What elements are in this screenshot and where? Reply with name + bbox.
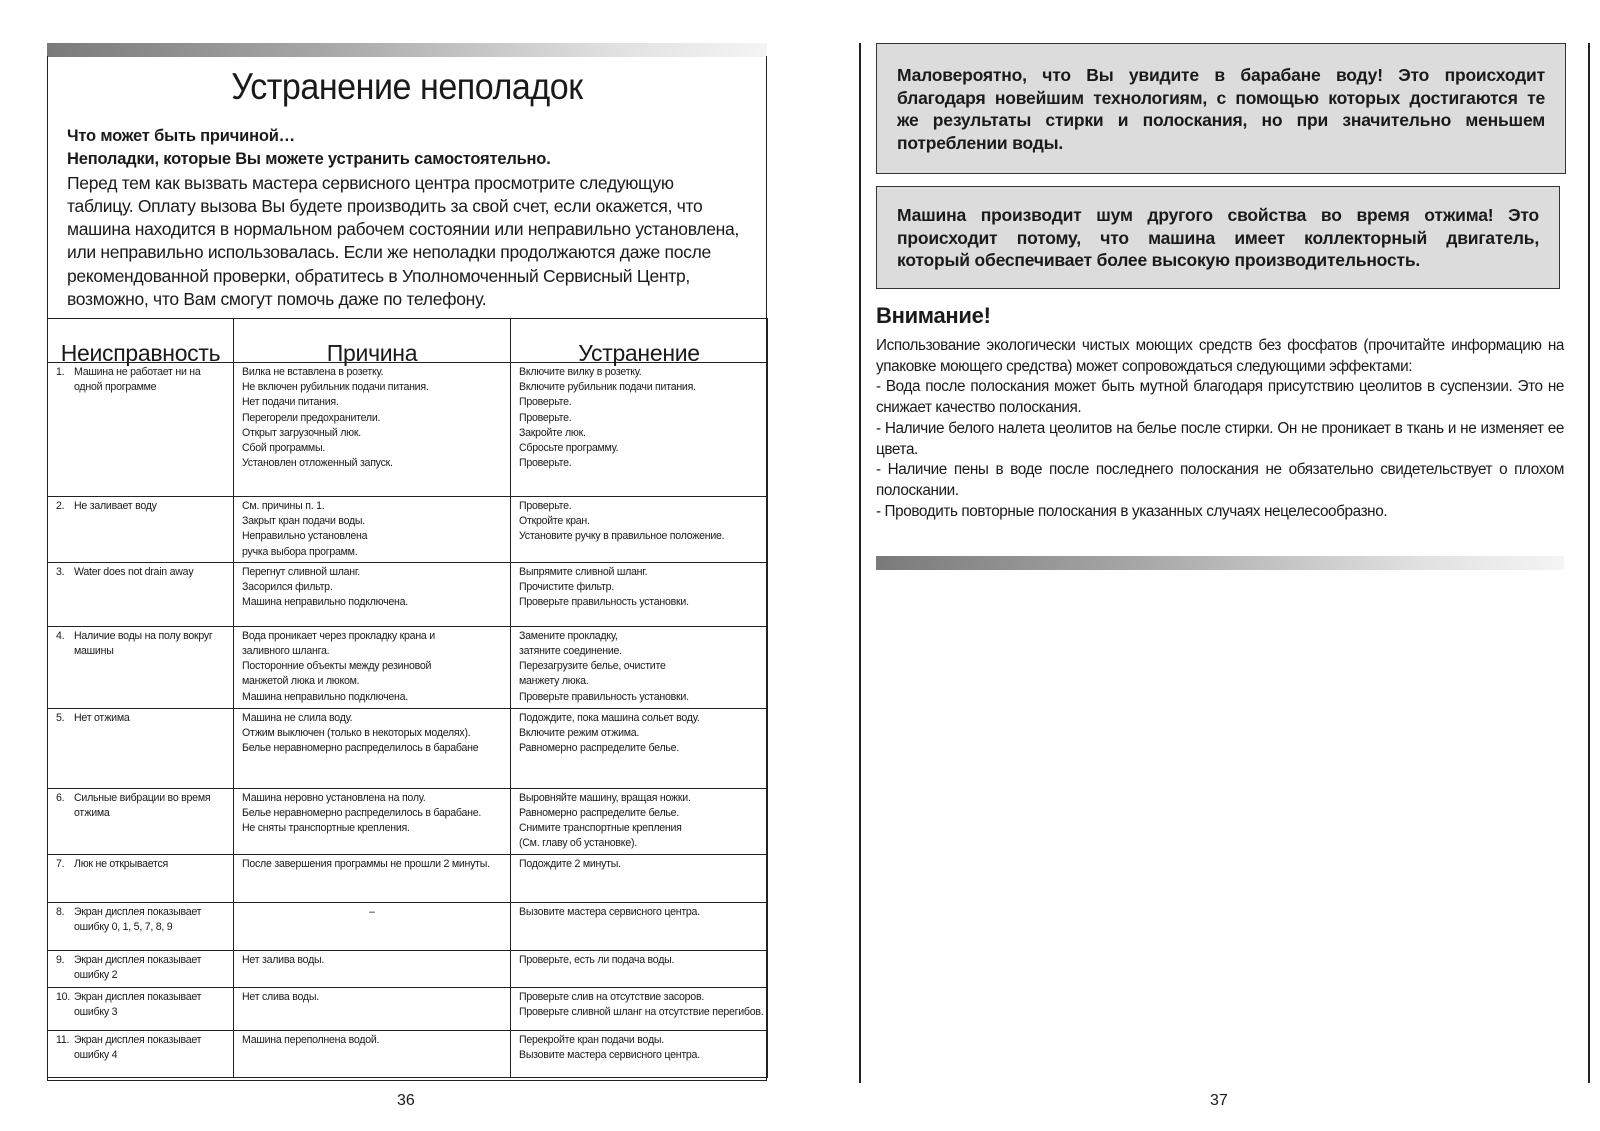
intro-paragraph [67, 172, 757, 312]
remedy-line: Проверьте слив на отсутствие засоров. [519, 990, 705, 1003]
remedy-line: Включите режим отжима. [519, 727, 640, 740]
remedy-line: Проверьте правильность установки. [519, 690, 689, 703]
cell-cause [234, 497, 511, 563]
page-number-left: 36 [397, 1092, 415, 1109]
cell-problem [48, 902, 234, 950]
attention-line: - Проводить повторные полоскания в указанных случаях нецелесообразно. [876, 502, 1388, 520]
remedy-line: Подождите 2 минуты. [519, 857, 621, 870]
cause-line: Установлен отложенный запуск. [242, 457, 393, 470]
remedy-line: Перезагрузите белье, очистите [519, 660, 666, 673]
table-row [48, 1030, 768, 1077]
problem-line: Наличие воды на полу вокруг [74, 629, 213, 642]
intro-line: рекомендованной проверки, обратитесь в Уполномоченный Сервисный Центр, [67, 265, 690, 286]
attention-line: цвета. [876, 440, 918, 458]
row-number: 7. [56, 857, 65, 870]
intro-heading-2: Неполадки, которые Вы можете устранить самостоятельно. [67, 150, 551, 169]
problem-text [74, 990, 201, 1020]
cell-cause [234, 708, 511, 788]
cell-remedy [511, 854, 768, 902]
row-number: 6. [56, 791, 65, 804]
remedy-line: Прочистите фильтр. [519, 581, 614, 594]
cell-problem [48, 950, 234, 987]
cell-problem [48, 987, 234, 1030]
table-row [48, 497, 768, 563]
table-row [48, 987, 768, 1030]
row-number: 1. [56, 366, 65, 378]
note-line: же результаты стирки и полоскания, но при значительно меньшем [897, 110, 1545, 131]
remedy-line: Выпрямите сливной шланг. [519, 565, 648, 578]
cell-cause [234, 788, 511, 854]
cause-line: Отжим выключен (только в некоторых моделях). [242, 727, 471, 740]
table-row [48, 854, 768, 902]
problem-line: ошибку 3 [74, 1005, 118, 1018]
intro-line: возможно, что Вам смогут помочь даже по телефону. [67, 289, 487, 310]
remedy-line: Выровняйте машину, вращая ножки. [519, 791, 691, 804]
attention-title: Внимание! [876, 303, 991, 328]
cause-line: См. причины п. 1. [242, 500, 325, 512]
row-number: 2. [56, 500, 65, 512]
table-row [48, 902, 768, 950]
header-problem: Неисправность [48, 319, 234, 363]
remedy-line: Снимите транспортные крепления [519, 822, 682, 835]
right-page-edge [1588, 43, 1590, 1083]
table-row [48, 626, 768, 708]
cell-problem [48, 1030, 234, 1077]
cell-problem [48, 626, 234, 708]
cause-line: Вода проникает через прокладку крана и [242, 629, 435, 642]
problem-line: машины [74, 645, 114, 658]
cell-remedy [511, 562, 768, 626]
problem-line: Экран дисплея показывает [74, 990, 202, 1003]
intro-heading-1: Что может быть причиной… [67, 127, 295, 145]
cause-line: Машина неровно установлена на полу. [242, 791, 426, 804]
cell-problem [48, 363, 234, 497]
problem-text [74, 499, 157, 514]
cell-problem [48, 708, 234, 788]
cause-line: Открыт загрузочный люк. [242, 426, 361, 439]
cause-line: Посторонние объекты между резиновой [242, 660, 432, 673]
intro-line: Перед тем как вызвать мастера сервисного центра просмотрите следующую [67, 172, 674, 193]
top-decor-bar-left [47, 43, 767, 57]
cell-remedy [511, 950, 768, 987]
cause-line: После завершения программы не прошли 2 минуты. [242, 857, 490, 870]
cause-line: Машина неправильно подключена. [242, 690, 408, 703]
header-cause: Причина [234, 319, 511, 363]
cause-line: Засорился фильтр. [242, 581, 333, 594]
note-box-water [876, 43, 1566, 174]
row-number: 10. [56, 990, 70, 1003]
cell-remedy [511, 497, 768, 563]
cell-remedy [511, 626, 768, 708]
cause-line: заливного шланга. [242, 645, 330, 658]
cause-line: Не включен рубильник подачи питания. [242, 381, 429, 394]
remedy-line: Проверьте. [519, 396, 572, 409]
cause-line: Машина не слила воду. [242, 711, 353, 724]
problem-text [74, 629, 213, 659]
row-number: 3. [56, 565, 65, 578]
problem-line: Water does not drain away [74, 565, 194, 578]
attention-line: - Вода после полоскания может быть мутной благодаря присутствию цеолитов в суспензии. Это не [876, 378, 1564, 396]
remedy-line: Проверьте. [519, 457, 572, 470]
problem-line: Не заливает воду [74, 500, 157, 512]
page-divider [859, 43, 861, 1083]
attention-line: снижает качество полоскания. [876, 399, 1082, 417]
table-row [48, 562, 768, 626]
cause-line: Неправильно установлена [242, 530, 368, 543]
remedy-line: Равномерно распределите белье. [519, 807, 680, 820]
problem-text [74, 1033, 201, 1063]
troubleshooting-table [47, 318, 768, 1078]
table-row [48, 363, 768, 497]
cell-cause [234, 626, 511, 708]
remedy-line: Подождите, пока машина сольет воду. [519, 711, 700, 724]
row-number: 11. [56, 1033, 70, 1046]
problem-line: ошибку 2 [74, 968, 118, 981]
cause-line: Нет слива воды. [242, 990, 319, 1003]
remedy-line: затяните соединение. [519, 645, 622, 658]
problem-line: Сильные вибрации во время [74, 791, 211, 804]
problem-line: отжима [74, 807, 110, 820]
cell-problem [48, 562, 234, 626]
cause-line: Белье неравномерно распределилось в барабане. [242, 807, 482, 820]
attention-line: упаковке моющего средства) может сопровождаться следующими эффектами: [876, 357, 1413, 375]
page-number-right: 37 [1210, 1092, 1228, 1109]
intro-line: или неправильно использовалась. Если же неполадки продолжаются даже после [67, 242, 711, 263]
cause-line: Сбой программы. [242, 442, 326, 455]
cell-cause [234, 950, 511, 987]
remedy-line: манжету люка. [519, 675, 589, 688]
cause-line: Перегорели предохранители. [242, 411, 381, 424]
cell-cause [234, 363, 511, 497]
note-line: происходит потому, что машина имеет коллекторный двигатель, [897, 227, 1539, 248]
remedy-line: Проверьте правильность установки. [519, 596, 689, 609]
attention-body [876, 336, 1564, 522]
remedy-line: Проверьте. [519, 500, 572, 512]
note-line: потреблении воды. [897, 133, 1064, 154]
cell-cause [234, 902, 511, 950]
cell-problem [48, 788, 234, 854]
cell-remedy [511, 1030, 768, 1077]
intro-line: таблицу. Оплату вызова Вы будете производить за свой счет, если окажется, что [67, 195, 703, 216]
remedy-line: Равномерно распределите белье. [519, 742, 680, 755]
cause-line: – [369, 905, 375, 918]
problem-text [74, 565, 193, 580]
cell-remedy [511, 788, 768, 854]
problem-line: ошибку 4 [74, 1048, 118, 1061]
cause-line: Машина переполнена водой. [242, 1033, 380, 1046]
table-row [48, 708, 768, 788]
note-line: который обеспечивает более высокую производительность. [897, 250, 1421, 271]
problem-line: Нет отжима [74, 711, 130, 724]
remedy-line: (См. главу об установке). [519, 837, 637, 850]
remedy-line: Вызовите мастера сервисного центра. [519, 905, 700, 918]
cell-remedy [511, 987, 768, 1030]
remedy-line: Вызовите мастера сервисного центра. [519, 1048, 700, 1061]
cell-cause [234, 1030, 511, 1077]
attention-line: - Наличие белого налета цеолитов на белье после стирки. Он не проникает в ткань и не изменяет ее [876, 419, 1564, 437]
intro-line: машина находится в нормальном рабочем состоянии или неправильно установлена, [67, 219, 739, 240]
cell-problem [48, 854, 234, 902]
problem-line: ошибку 0, 1, 5, 7, 8, 9 [74, 920, 173, 933]
cell-remedy [511, 708, 768, 788]
cause-line: Машина неправильно подключена. [242, 596, 408, 609]
header-remedy: Устранение [511, 319, 768, 363]
attention-line: - Наличие пены в воде после последнего полоскания не обязательно свидетельствует о плохом [876, 461, 1564, 479]
cause-line: Вилка не вставлена в розетку. [242, 366, 384, 378]
remedy-line: Установите ручку в правильное положение. [519, 530, 725, 543]
cell-cause [234, 854, 511, 902]
problem-line: Экран дисплея показывает [74, 953, 202, 966]
attention-line: полоскании. [876, 481, 959, 499]
cell-cause [234, 987, 511, 1030]
cause-line: Не сняты транспортные крепления. [242, 822, 410, 835]
cell-problem [48, 497, 234, 563]
bottom-decor-bar-right [876, 556, 1564, 570]
intro-text [67, 125, 757, 311]
problem-line: одной программе [74, 381, 157, 394]
problem-line: Экран дисплея показывает [74, 905, 202, 918]
problem-line: Машина не работает ни на [74, 366, 201, 378]
problem-text [74, 791, 210, 821]
remedy-line: Проверьте, есть ли подача воды. [519, 953, 675, 966]
row-number: 8. [56, 905, 65, 918]
remedy-line: Замените прокладку, [519, 629, 618, 642]
note-box-noise [876, 186, 1560, 289]
problem-line: Люк не открывается [74, 857, 169, 870]
cause-line: ручка выбора программ. [242, 545, 358, 558]
row-number: 5. [56, 711, 65, 724]
page-title: Устранение неполадок [231, 66, 583, 107]
remedy-line: Перекройте кран подачи воды. [519, 1033, 664, 1046]
problem-line: Экран дисплея показывает [74, 1033, 202, 1046]
problem-text [74, 905, 201, 935]
remedy-line: Включите рубильник подачи питания. [519, 381, 696, 394]
remedy-line: Включите вилку в розетку. [519, 366, 642, 378]
cause-line: Закрыт кран подачи воды. [242, 515, 365, 528]
problem-text [74, 365, 201, 395]
attention-line: Использование экологически чистых моющих средств без фосфатов (прочитайте информацию на [876, 337, 1564, 354]
cause-line: манжетой люка и люком. [242, 675, 360, 688]
table-row [48, 788, 768, 854]
row-number: 9. [56, 953, 65, 966]
remedy-line: Проверьте сливной шланг на отсутствие перегибов. [519, 1005, 764, 1018]
remedy-line: Закройте люк. [519, 426, 586, 439]
note-line: благодаря новейшим технологиям, с помощью которых достигаются те [897, 87, 1545, 108]
remedy-line: Сбросьте программу. [519, 442, 619, 455]
cause-line: Нет залива воды. [242, 953, 325, 966]
cause-line: Белье неравномерно распределилось в барабане [242, 742, 479, 755]
remedy-line: Проверьте. [519, 411, 572, 424]
remedy-line: Откройте кран. [519, 515, 590, 528]
cell-remedy [511, 363, 768, 497]
cell-cause [234, 562, 511, 626]
cause-line: Перегнут сливной шланг. [242, 565, 360, 578]
problem-text [74, 857, 168, 872]
table-row [48, 950, 768, 987]
problem-text [74, 953, 201, 983]
cause-line: Нет подачи питания. [242, 396, 339, 409]
problem-text [74, 711, 130, 726]
cell-remedy [511, 902, 768, 950]
note-line: Машина производит шум другого свойства во время отжима! Это [897, 205, 1539, 225]
row-number: 4. [56, 629, 65, 642]
note-line: Маловероятно, что Вы увидите в барабане воду! Это происходит [897, 65, 1545, 85]
